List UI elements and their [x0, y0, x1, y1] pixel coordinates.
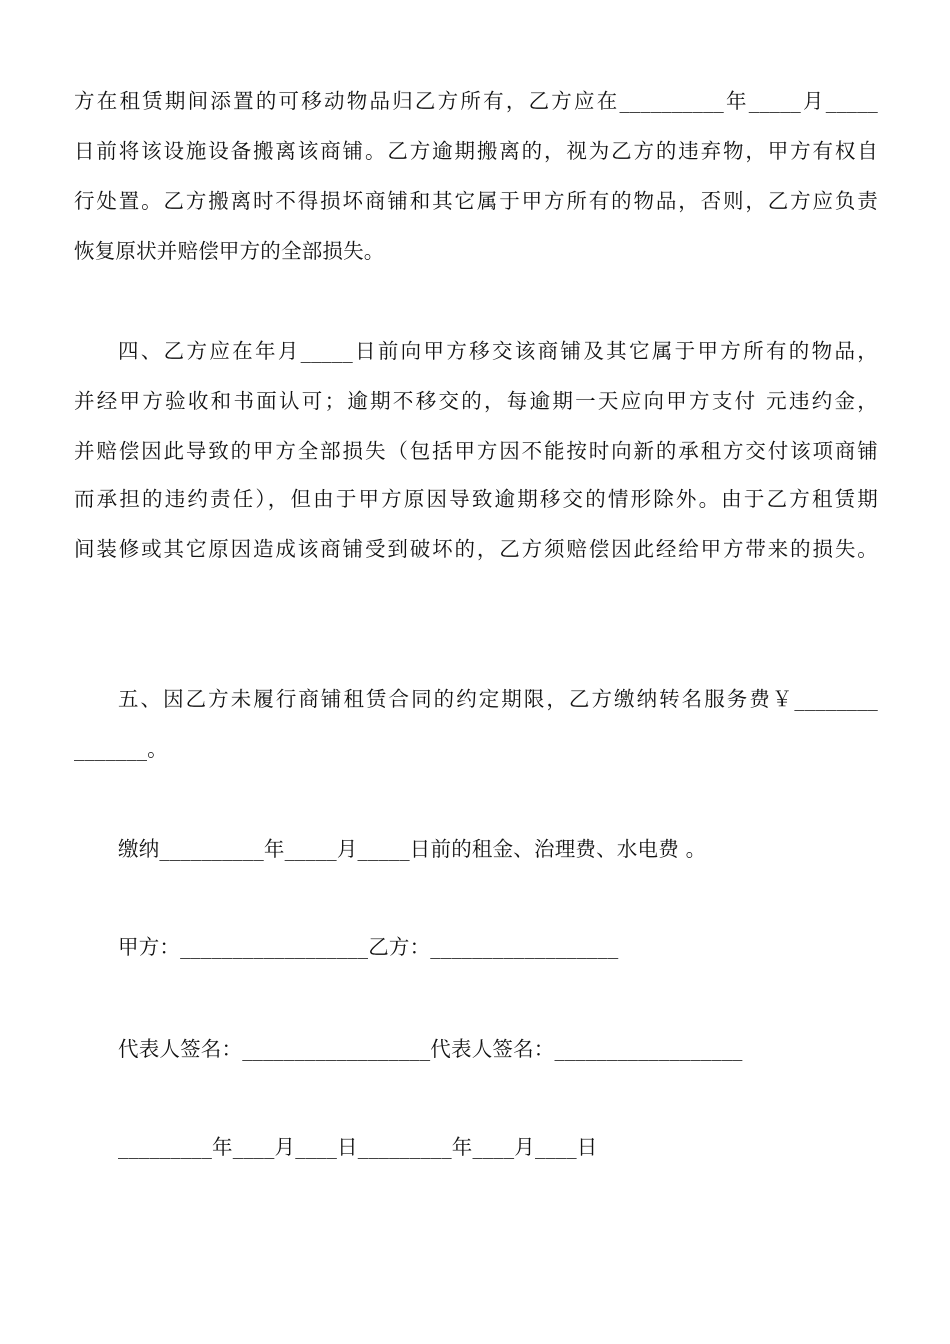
clause3-line-3: 行处置。乙方搬离时不得损坏商铺和其它属于甲方所有的物品，否则，乙方应负责 [74, 189, 878, 213]
clause5-line-2: _______。 [74, 737, 168, 761]
clause4-line-5: 间装修或其它原因造成该商铺受到破坏的，乙方须赔偿因此经给甲方带来的损失。 [74, 537, 878, 561]
clause4-line-3: 并赔偿因此导致的甲方全部损失（包括甲方因不能按时向新的承租方交付该项商铺 [74, 439, 878, 463]
clause5-line-1: 五、因乙方未履行商铺租赁合同的约定期限，乙方缴纳转名服务费￥________ [118, 687, 878, 711]
signature-line: 代表人签名：__________________代表人签名：__________________ [118, 1037, 743, 1061]
clause3-line-2: 日前将该设施设备搬离该商铺。乙方逾期搬离的，视为乙方的违弃物，甲方有权自 [74, 139, 878, 163]
payment-line: 缴纳__________年_____月_____日前的租金、治理费、水电费 。 [118, 837, 707, 861]
clause4-line-2: 并经甲方验收和书面认可；逾期不移交的，每逾期一天应向甲方支付 元违约金， [74, 389, 878, 413]
clause4-line-1: 四、乙方应在年月_____日前向甲方移交该商铺及其它属于甲方所有的物品， [118, 339, 878, 363]
party-line: 甲方：__________________乙方：__________________ [118, 935, 619, 959]
date-line: _________年____月____日_________年____月____日 [118, 1135, 598, 1159]
clause4-line-4: 而承担的违约责任），但由于甲方原因导致逾期移交的情形除外。由于乙方租赁期 [74, 487, 878, 511]
clause3-line-1: 方在租赁期间添置的可移动物品归乙方所有，乙方应在__________年_____月_____ [74, 89, 878, 113]
clause3-line-4: 恢复原状并赔偿甲方的全部损失。 [74, 239, 385, 263]
